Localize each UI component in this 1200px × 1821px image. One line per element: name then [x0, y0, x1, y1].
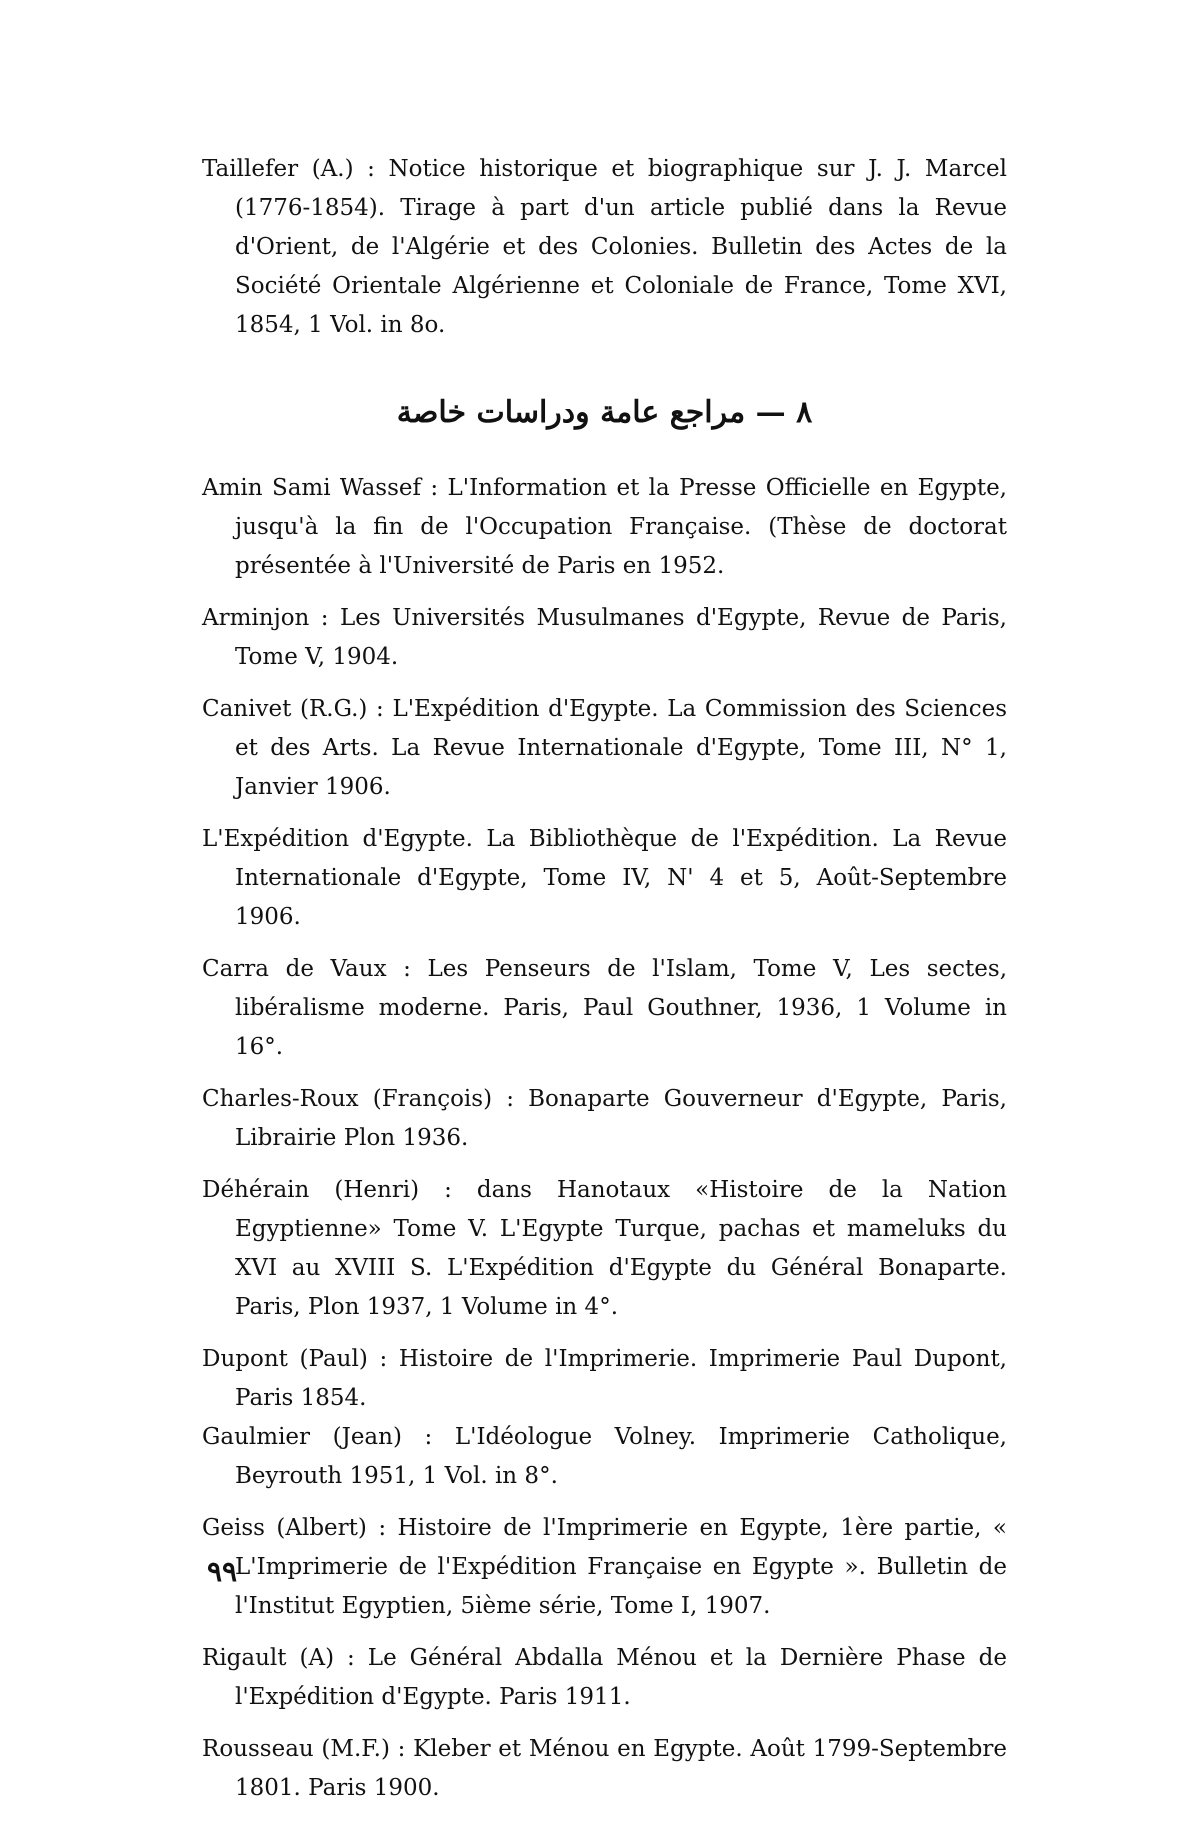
bibliography-entry-taillefer: Taillefer (A.) : Notice historique et biographique sur J. J. Marcel (1776-1854). Tirage à part d'un article publié dans la Revue d'Orient, de l'Algérie et des Colonies. Bulletin des Actes de la Société Orientale Algérienne et Coloniale de France, Tome XVI, 1854, 1 Vol. in 8o.	[202, 156, 1007, 338]
page-number: ٩٩	[207, 1555, 238, 1588]
bibliography-entry-rousseau: Rousseau (M.F.) : Kleber et Ménou en Egypte. Août 1799-Septembre 1801. Paris 1900.	[202, 1736, 1007, 1801]
bibliography-content	[202, 150, 1007, 1821]
bibliography-entry-geiss: Geiss (Albert) : Histoire de l'Imprimerie en Egypte, 1ère partie, « L'Imprimerie de l'Expédition Française en Egypte ». Bulletin de l'Institut Egyptien, 5ième série, Tome I, 1907.	[202, 1515, 1007, 1619]
bibliography-entry-gaulmier: Gaulmier (Jean) : L'Idéologue Volney. Imprimerie Catholique, Beyrouth 1951, 1 Vol. in 8°.	[202, 1424, 1007, 1489]
bibliography-entry-rigault: Rigault (A) : Le Général Abdalla Ménou et la Dernière Phase de l'Expédition d'Egypte. Paris 1911.	[202, 1645, 1007, 1710]
bibliography-entry-carra-de-vaux: Carra de Vaux : Les Penseurs de l'Islam, Tome V, Les sectes, libéralisme moderne. Paris, Paul Gouthner, 1936, 1 Volume in 16°.	[202, 956, 1007, 1060]
bibliography-entry-expedition-bibliotheque: L'Expédition d'Egypte. La Bibliothèque de l'Expédition. La Revue Internationale d'Egypte, Tome IV, N' 4 et 5, Août-Septembre 1906.	[202, 826, 1007, 930]
bibliography-entry-canivet: Canivet (R.G.) : L'Expédition d'Egypte. La Commission des Sciences et des Arts. La Revue Internationale d'Egypte, Tome III, N° 1, Janvier 1906.	[202, 696, 1007, 800]
bibliography-entry-arminjon: Arminjon : Les Universités Musulmanes d'Egypte, Revue de Paris, Tome V, 1904.	[202, 605, 1007, 670]
bibliography-entry-amin-sami-wassef: Amin Sami Wassef : L'Information et la Presse Officielle en Egypte, jusqu'à la fin de l'Occupation Française. (Thèse de doctorat présentée à l'Université de Paris en 1952.	[202, 475, 1007, 579]
bibliography-entry-charles-roux: Charles-Roux (François) : Bonaparte Gouverneur d'Egypte, Paris, Librairie Plon 1936.	[202, 1086, 1007, 1151]
bibliography-entry-dupont: Dupont (Paul) : Histoire de l'Imprimerie. Imprimerie Paul Dupont, Paris 1854.	[202, 1346, 1007, 1411]
bibliography-entry-deherain: Déhérain (Henri) : dans Hanotaux «Histoire de la Nation Egyptienne» Tome V. L'Egypte Turque, pachas et mameluks du XVI au XVIII S. L'Expédition d'Egypte du Général Bonaparte. Paris, Plon 1937, 1 Volume in 4°.	[202, 1177, 1007, 1320]
section-heading: ٨ — مراجع عامة ودراسات خاصة	[396, 395, 813, 430]
